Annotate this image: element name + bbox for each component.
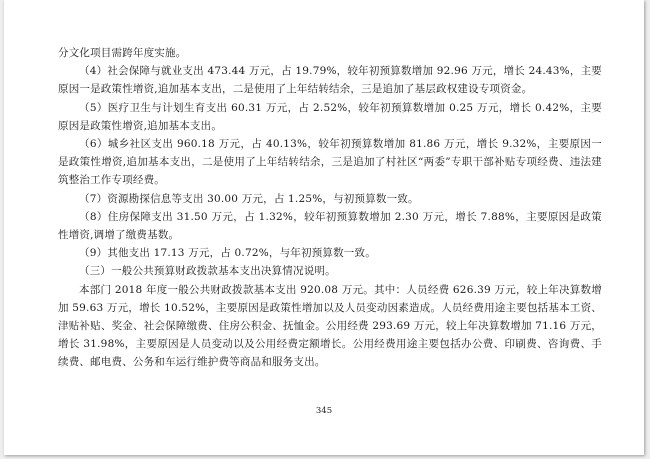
document-body — [58, 44, 602, 372]
paragraph-social-security: （4）社会保障与就业支出 473.44 万元，占 19.79%，较年初预算数增加 92.96 万元，增长 24.43%，主要原因一是政策性增资,追加基本支出，二是使用了上年结转结余，三是追加了基层政权建设专项资金。 — [58, 65, 602, 96]
paragraph-other: （9）其他支出 17.13 万元，占 0.72%，与年初预算数一致。 — [79, 247, 376, 260]
paragraph-basic-expenditure: 本部门 2018 年度一般公共财政拨款基本支出 920.08 万元。其中：人员经费 626.39 万元，较上年决算数增加 59.63 万元，增长 10.52%，主要原因是政策性增加以及人员变动因素造成。人员经费用途主要包括基本工资、津贴补贴、奖金、社会保障缴费、住房公积金、抚恤金。公用经费 293.69 万元，较上年决算数增加 71.16 万元，增长 31.98%，主要原因是人员变动以及公用经费定额增长。公用经费用途主要包括办公费、印刷费、咨询费、手续费、邮电费、公务和车运行维护费等商品和服务支出。 — [58, 283, 602, 369]
section-heading: （三）一般公共预算财政拨款基本支出决算情况说明。 — [79, 265, 336, 278]
paragraph-urban-rural: （6）城乡社区支出 960.18 万元，占 40.13%，较年初预算数增加 81.86 万元，增长 9.32%，主要原因一是政策性增资,追加基本支出，二是使用了上年结转结余，三是追加了村社区“两委”专职干部补贴专项经费、违法建筑整治工作专项经费。 — [58, 138, 602, 187]
document-page — [4, 0, 644, 455]
paragraph-resources: （7）资源勘探信息等支出 30.00 万元，占 1.25%，与初预算数一致。 — [79, 192, 419, 205]
paragraph-continuation: 分文化项目需跨年度实施。 — [58, 47, 187, 59]
page-number: 345 — [315, 406, 333, 416]
paragraph-housing: （8）住房保障支出 31.50 万元，占 1.32%，较年初预算数增加 2.30 万元，增长 7.88%，主要原因是政策性增资,调增了缴费基数。 — [58, 210, 602, 242]
paragraph-health: （5）医疗卫生与计划生育支出 60.31 万元，占 2.52%，较年初预算数增加 0.25 万元，增长 0.42%，主要原因是政策性增资,追加基本支出。 — [58, 101, 602, 132]
